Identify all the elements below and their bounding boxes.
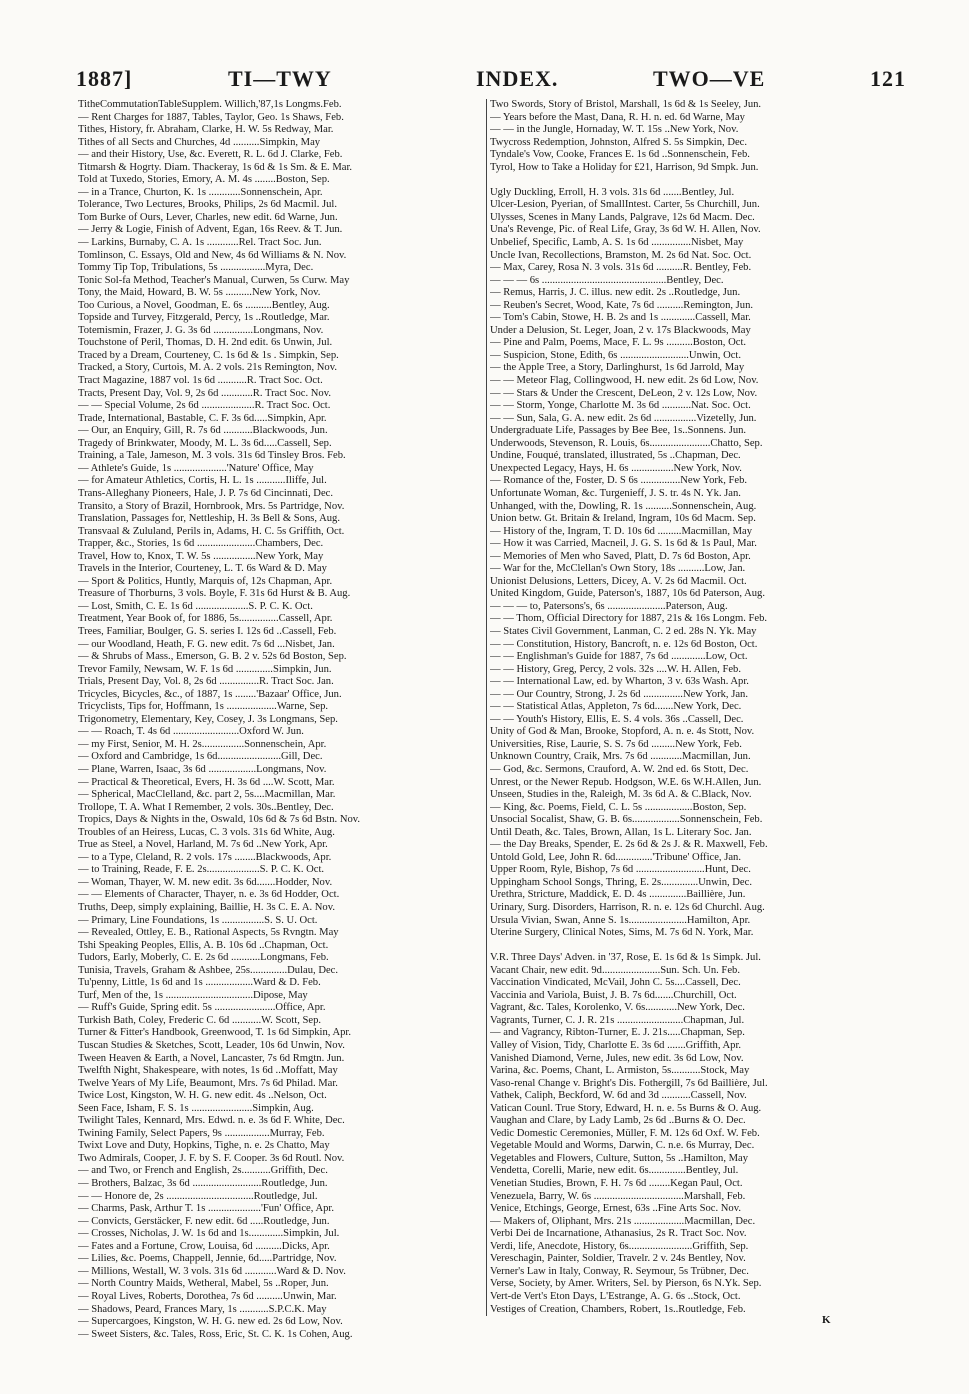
index-entry: Ulysses, Scenes in Many Lands, Palgrave, 12s 6d Macm. Dec.: [490, 211, 755, 223]
index-entry: — Woman, Thayer, W. M. new edit. 3s 6d.......Hodder, Nov.: [78, 876, 333, 888]
index-entry: Union betw. Gt. Britain & Ireland, Ingram, 10s 6d Macm. Sep.: [490, 513, 756, 525]
index-entry: Told at Tuxedo, Stories, Emory, A. M. 4s ........Boston, Sep.: [78, 174, 330, 186]
index-entry: — — Thom, Official Directory for 1887, 21s & 16s Longm. Feb.: [490, 613, 768, 625]
index-entry: Tshi Speaking Peoples, Ellis, A. B. 10s 6d ..Chapman, Oct.: [78, 939, 329, 951]
index-entry: Tunisia, Travels, Graham & Ashbee, 25s..............Dulau, Dec.: [78, 964, 339, 976]
index-entry: Tommy Tip Top, Tribulations, 5s .................Myra, Dec.: [78, 262, 314, 274]
index-entry: Vatican Counl. True Story, Edward, H. n. e. 5s Burns & O. Aug.: [490, 1102, 762, 1114]
index-entry: — Primary, Line Foundations, 1s ................S. S. U. Oct.: [78, 914, 318, 926]
index-entry: Tween Heaven & Earth, a Novel, Lancaster, 7s 6d Rmgtn. Jun.: [78, 1052, 345, 1064]
index-entry: Uncle Ivan, Recollections, Bramston, M. 2s 6d Nat. Soc. Oct.: [490, 249, 752, 261]
header-year: 1887]: [76, 66, 133, 91]
index-entry: Verdi, life, Anecdote, History, 6s........................Griffith, Sep.: [490, 1240, 749, 1252]
index-entry: — Pine and Palm, Poems, Mace, F. L. 9s ..........Boston, Oct.: [490, 337, 747, 349]
index-entry: Unfortunate Woman, &c. Turgenieff, J. S. tr. 4s N. Yk. Jan.: [490, 487, 741, 499]
index-entry: — Convicts, Gerstäcker, F. new edit. 6d .....Routledge, Jun.: [78, 1215, 330, 1227]
index-entry: — — Roach, T. 4s 6d .........................Oxford W. Jun.: [78, 726, 304, 738]
index-entry: Vaccinia and Variola, Buist, J. B. 7s 6d.......Churchill, Oct.: [490, 989, 737, 1001]
index-entry: Twelve Years of My Life, Beaumont, Mrs. 7s 6d Philad. Mar.: [78, 1077, 338, 1089]
index-entry: Turf, Men of the, 1s .................................Dipose, May: [78, 989, 308, 1001]
index-entry: Vaso-renal Change v. Bright's Dis. Fothergill, 7s 6d Baillière, Jul.: [490, 1077, 768, 1089]
index-entry: Turkish Bath, Coley, Frederic C. 6d ...........W. Scott, Sep.: [78, 1014, 322, 1026]
index-entry: Trials, Present Day, Vol. 8, 2s 6d ...............R. Tract Soc. Jan.: [78, 676, 334, 688]
index-entry: Unity of God & Man, Brooke, Stopford, A. n. e. 4s Stott, Nov.: [490, 726, 755, 738]
index-entry: — Lilies, &c. Poems, Chappell, Jennie, 6d.....Partridge, Nov.: [78, 1253, 337, 1265]
index-entry: Vendetta, Corelli, Marie, new edit. 6s..............Bentley, Jul.: [490, 1165, 739, 1177]
index-entry: Twining Family, Select Papers, 9s .................Murray, Feb.: [78, 1127, 325, 1139]
index-entry: — — Our Country, Strong, J. 2s 6d ...............New York, Jan.: [490, 688, 748, 700]
index-entry: Trollope, T. A. What I Remember, 2 vols. 30s..Bentley, Dec.: [78, 801, 334, 813]
index-entry: Ugly Duckling, Erroll, H. 3 vols. 31s 6d .......Bentley, Jul.: [490, 186, 735, 198]
index-entry: — Ruff's Guide, Spring edit. 5s .......................Office, Apr.: [78, 1002, 326, 1014]
index-entry: — King, &c. Poems, Field, C. L. 5s ..................Boston, Sep.: [490, 801, 747, 813]
index-entry: Twelfth Night, Shakespeare, with notes, 1s 6d ..Moffatt, May: [78, 1065, 338, 1077]
index-entry: Traced by a Dream, Courteney, C. 1s 6d & 1s . Simpkin, Sep.: [78, 349, 339, 361]
index-block-v: [490, 952, 906, 1316]
index-entry: Venezuela, Barry, W. 6s ..................................Marshall, Feb.: [490, 1190, 746, 1202]
index-entry: — — History, Greg, Percy, 2 vols. 32s ....W. H. Allen, Feb.: [490, 663, 741, 675]
index-entry: Vanished Diamond, Verne, Jules, new edit. 3s 6d Low, Nov.: [490, 1052, 744, 1064]
index-entry: Topside and Turvey, Fitzgerald, Percy, 1s ..Routledge, Mar.: [78, 312, 330, 324]
index-entry: — — — to, Patersons's, 6s ......................Paterson, Aug.: [490, 600, 728, 612]
index-entry: Vaughan and Clare, by Lady Lamb, 2s 6d ..Burns & O. Dec.: [490, 1115, 746, 1127]
index-entry: Tu'penny, Little, 1s 6d and 1s ..................Ward & D. Feb.: [78, 977, 321, 989]
index-entry: — in a Trance, Churton, K. 1s ............Sonnenschein, Apr.: [78, 186, 323, 198]
index-entry: — History of the, Ingram, T. D. 10s 6d .........Macmillan, May: [490, 525, 753, 537]
index-entry: Vaccination Vindicated, McVail, John C. 5s....Cassell, Dec.: [490, 977, 741, 989]
index-entry: — — Elements of Character, Thayer, n. e. 3s 6d Hodder, Oct.: [78, 889, 340, 901]
index-entry: Tudors, Early, Moberly, C. E. 2s 6d ...........Longmans, Feb.: [78, 952, 329, 964]
index-entry: — Oxford and Cambridge, 1s 6d........................Gill, Dec.: [78, 751, 323, 763]
index-entry: Translation, Passages for, Nettleship, H. 3s Bell & Sons, Aug.: [78, 513, 340, 525]
index-entry: Trees, Familiar, Boulger, G. S. series I. 12s 6d ..Cassell, Feb.: [78, 625, 337, 637]
index-entry: Tom Burke of Ours, Lever, Charles, new edit. 6d Warne, Jun.: [78, 211, 338, 223]
index-entry: Vegetables and Flowers, Culture, Sutton, 5s ..Hamilton, May: [490, 1152, 749, 1164]
index-entry: Tithes of all Sects and Churches, 4d ..........Simpkin, May: [78, 136, 321, 148]
index-entry: Untold Gold, Lee, John R. 6d..............'Tribune' Office, Jan.: [490, 851, 741, 863]
page-header: [76, 66, 906, 96]
index-entry: Vert-de Vert's Eton Days, L'Estrange, A. G. 6s ..Stock, Oct.: [490, 1290, 741, 1302]
index-entry: Trade, International, Bastable, C. F. 3s 6d.....Simpkin, Apr.: [78, 412, 327, 424]
index-entry: — Memories of Men who Saved, Platt, D. 7s 6d Boston, Apr.: [490, 550, 751, 562]
index-entry: Tricycles, Bicycles, &c., of 1887, 1s ........'Bazaar' Office, Jun.: [78, 688, 342, 700]
index-entry: Verbi Dei de Incarnatione, Athanasius, 2s R. Tract Soc. Nov.: [490, 1228, 747, 1240]
index-entry: — Millions, Westall, W. 3 vols. 31s 6d ............Ward & D. Nov.: [78, 1265, 346, 1277]
index-entry: — Athlete's Guide, 1s ....................'Nature' Office, May: [78, 462, 314, 474]
index-entry: Urethra, Stricture, Maddick, E. D. 4s ..............Baillière, Jun.: [490, 889, 746, 901]
index-entry: Vacant Chair, new edit. 9d......................Sun. Sch. Un. Feb.: [490, 964, 740, 976]
index-entry: Seen Face, Isham, F. S. 1s .......................Simpkin, Aug.: [78, 1102, 314, 1114]
index-block-u: [490, 187, 906, 940]
index-entry: — — Meteor Flag, Collingwood, H. new edit. 2s 6d Low, Nov.: [490, 375, 759, 387]
index-entry: — Supercargoes, Kingston, W. H. G. new ed. 2s 6d Low, Nov.: [78, 1316, 343, 1328]
index-entry: Unrest, or the Newer Repub. Hodgson, W.E. 6s W.H.Allen, Jun.: [490, 776, 762, 788]
index-entry: Touchstone of Peril, Thomas, D. H. 2nd edit. 6s Unwin, Jul.: [78, 337, 333, 349]
index-entry: — — International Law, ed. by Wharton, 3 v. 63s Wash. Apr.: [490, 676, 749, 688]
index-entry: — Fates and a Fortune, Crow, Louisa, 6d ..........Dicks, Apr.: [78, 1240, 330, 1252]
header-title: INDEX.: [476, 66, 559, 91]
index-entry: — Sweet Sisters, &c. Tales, Ross, Eric, St. C. K. 1s Cohen, Aug.: [78, 1328, 353, 1340]
index-entry: Verse, Society, by Amer. Writers, Sel. by Pierson, 6s N.Yk. Sep.: [490, 1278, 762, 1290]
index-entry: Too Curious, a Novel, Goodman, E. 6s ..........Bentley, Aug.: [78, 299, 330, 311]
index-entry: Tony, the Maid, Howard, B. W. 5s ..........New York, Nov.: [78, 287, 321, 299]
index-entry: Twice Lost, Kingston, W. H. G. new edit. 4s ..Nelson, Oct.: [78, 1090, 327, 1102]
index-entry: Tolerance, Two Lectures, Brooks, Philips, 2s 6d Macmil. Jul.: [78, 199, 338, 211]
index-entry: Turner & Fitter's Handbook, Greenwood, T. 1s 6d Simpkin, Apr.: [78, 1027, 352, 1039]
index-entry: — Lost, Smith, C. E. 1s 6d ....................S. P. C. K. Oct.: [78, 600, 313, 612]
signature-mark: K: [822, 1314, 831, 1326]
index-entry: Unsocial Socalist, Shaw, G. B. 6s..................Sonnenschein, Feb.: [490, 814, 763, 826]
index-entry: Universities, Rise, Laurie, S. S. 7s 6d .........New York, Feb.: [490, 738, 742, 750]
index-entry: Twilight Tales, Kennard, Mrs. Edwd. n. e. 3s 6d F. White, Dec.: [78, 1115, 345, 1127]
index-entry: — Romance of the, Foster, D. S 6s ...............New York, Feb.: [490, 475, 748, 487]
index-entry: — — Special Volume, 2s 6d ....................R. Tract Soc. Oct.: [78, 400, 331, 412]
index-entry: — the Day Breaks, Spender, E. 2s 6d & 2s J. & R. Maxwell, Feb.: [490, 839, 768, 851]
block-gap: [490, 174, 906, 187]
index-entry: Treatment, Year Book of, for 1886, 5s...............Cassell, Apr.: [78, 613, 333, 625]
index-entry: Totemismin, Frazer, J. G. 3s 6d ...............Longmans, Nov.: [78, 324, 324, 336]
index-entry: Tropics, Days & Nights in the, Oswald, 10s 6d & 7s 6d Bstn. Nov.: [78, 814, 361, 826]
index-entry: Titmarsh & Hogrty. Diam. Thackeray, 1s 6d & 1s Sm. & E. Mar.: [78, 161, 353, 173]
index-entry: — — Sun, Sala, G. A. new edit. 2s 6d ................Vizetelly, Jun.: [490, 412, 757, 424]
index-entry: — Brothers, Balzac, 3s 6d ..........................Routledge, Jun.: [78, 1178, 328, 1190]
index-entry: Unbelief, Specific, Lamb, A. S. 1s 6d ...............Nisbet, May: [490, 237, 744, 249]
header-right-range: TWO—VE: [653, 66, 766, 91]
right-index-column: [486, 99, 906, 1316]
index-entry: — — Stars & Under the Crescent, DeLeon, 2 v. 12s Low, Nov.: [490, 387, 758, 399]
index-entry: — Sport & Politics, Huntly, Marquis of, 12s Chapman, Apr.: [78, 575, 333, 587]
index-entry: Unionist Delusions, Letters, Dicey, A. V. 2s 6d Macmil. Oct.: [490, 575, 747, 587]
index-entry: — the Apple Tree, a Story, Darlinghurst, 1s 6d Jarrold, May: [490, 362, 745, 374]
index-entry: — North Country Maids, Wetheral, Mabel, 5s ..Roper, Jun.: [78, 1278, 329, 1290]
index-entry: Valley of Vision, Tidy, Charlotte E. 3s 6d .......Griffith, Apr.: [490, 1040, 742, 1052]
index-entry: — — in the Jungle, Hornaday, W. T. 15s ..New York, Nov.: [490, 124, 739, 136]
index-entry: Trigonometry, Elementary, Key, Cosey, J. 3s Longmans, Sep.: [78, 713, 338, 725]
index-entry: Urinary, Surg. Disorders, Harrison, R. n. e. 12s 6d Churchl. Aug.: [490, 902, 765, 913]
index-entry: Tonic Sol-fa Method, Teacher's Manual, Curwen, 5s Curw. May: [78, 274, 350, 286]
index-entry: Vestiges of Creation, Chambers, Robert, 1s..Routledge, Feb.: [490, 1303, 746, 1315]
index-entry: — Jerry & Logie, Finish of Advent, Egan, 16s Reev. & T. Jun.: [78, 224, 343, 236]
index-entry: — — Statistical Atlas, Appleton, 7s 6d.......New York, Dec.: [490, 701, 742, 713]
index-entry: — Plane, Warren, Isaac, 3s 6d ..................Longmans, Nov.: [78, 763, 327, 775]
index-entry: Two Admirals, Cooper, J. F. by S. F. Cooper. 3s 6d Routl. Nov.: [78, 1152, 345, 1164]
index-entry: — and Two, or French and English, 2s...........Griffith, Dec.: [78, 1165, 328, 1177]
index-entry: Unseen, Studies in the, Raleigh, M. 3s 6d A. & C.Black, Nov.: [490, 789, 752, 801]
index-entry: — Remus, Harris, J. C. illus. new edit. 2s ..Routledge, Jun.: [490, 287, 741, 299]
index-entry: — Practical & Theoretical, Evers, H. 3s 6d ....W. Scott, Mar.: [78, 776, 335, 788]
index-entry: — Max, Carey, Rosa N. 3 vols. 31s 6d ..........R. Bentley, Feb.: [490, 262, 752, 274]
index-entry: — Shadows, Peard, Frances Mary, 1s ...........S.P.C.K. May: [78, 1303, 327, 1315]
index-entry: Vereschagin, Painter, Soldier, Travelr. 2 v. 24s Bentley, Nov.: [490, 1253, 746, 1265]
index-entry: Tomlinson, C. Essays, Old and New, 4s 6d Williams & N. Nov.: [78, 249, 347, 261]
index-entry: Unexpected Legacy, Hays, H. 6s ................New York, Nov.: [490, 462, 742, 474]
index-entry: Trans-Alleghany Pioneers, Hale, J. P. 7s 6d Cincinnati, Dec.: [78, 487, 334, 499]
index-entry: — Crosses, Nicholas, J. W. 1s 6d and 1s.............Simpkin, Jul.: [78, 1228, 340, 1240]
index-entry: — Revealed, Ottley, E. B., Rational Aspects, 5s Rvngtn. May: [78, 927, 339, 939]
index-entry: — How it was Carried, Macneil, J. G. S. 1s 6d & 1s Paul, Mar.: [490, 538, 757, 550]
index-entry: Vagrants, Turner, C. J. R. 21s .........................Chapman, Jul.: [490, 1014, 745, 1026]
index-entry: — my First, Senior, M. H. 2s................Sonnenschein, Apr.: [78, 738, 327, 750]
index-entry: United Kingdom, Guide, Paterson's, 1887, 10s 6d Paterson, Aug.: [490, 588, 765, 600]
index-entry: — Rent Charges for 1887, Tables, Taylor, Geo. 1s Shaws, Feb.: [78, 111, 344, 123]
index-entry: Venetian Studies, Brown, F. H. 7s 6d ........Kegan Paul, Oct.: [490, 1178, 743, 1190]
index-entry: Ulcer-Lesion, Pyerian, of SmallIntest. Carter, 5s Churchill, Jun.: [490, 199, 760, 211]
index-entry: — — — 6s ...............................................Bentley, Dec.: [490, 274, 724, 286]
index-entry: Twixt Love and Duty, Hopkins, Tighe, n. e. 2s Chatto, May: [78, 1140, 330, 1152]
left-index-column: [78, 99, 486, 1341]
index-entry: — Years before the Mast, Dana, R. H. n. ed. 6d Warne, May: [490, 111, 745, 123]
index-entry: Venice, Etchings, George, Ernest, 63s ..Fine Arts Soc. Nov.: [490, 1203, 741, 1215]
index-entry: — Suspicion, Stone, Edith, 6s ..........................Unwin, Oct.: [490, 349, 742, 361]
index-entry: Truths, Deep, simply explaining, Baillie, H. 3s C. E. A. Nov.: [78, 902, 335, 913]
block-gap: [490, 940, 906, 953]
index-entry: — Spherical, MacClelland, &c. part 2, 5s....Macmillan, Mar.: [78, 789, 336, 801]
index-entry: Two Swords, Story of Bristol, Marshall, 1s 6d & 1s Seeley, Jun.: [490, 99, 762, 110]
index-entry: Uppingham School Songs, Thring, E. 2s..............Unwin, Dec.: [490, 876, 752, 888]
index-entry: Trapper, &c., Stories, 1s 6d ......................Chambers, Dec.: [78, 538, 324, 550]
index-entry: Tyndale's Vow, Cooke, Frances E. 1s 6d ..Sonnenschein, Feb.: [490, 149, 750, 161]
index-entry: Tracts, Present Day, Vol. 9, 2s 6d ............R. Tract Soc. Nov.: [78, 387, 331, 399]
index-entry: True as Steel, a Novel, Harland, M. 7s 6d ..New York, Apr.: [78, 839, 328, 851]
index-entry: — War for the, McClellan's Own Story, 18s ..........Low, Jan.: [490, 563, 746, 575]
index-entry: Ursula Vivian, Swan, Anne S. 1s......................Hamilton, Apr.: [490, 914, 751, 926]
index-entry: Unhanged, with the, Dowling, R. 1s ..........Sonnenschein, Aug.: [490, 500, 757, 512]
index-entry: Undine, Fouqué, translated, illustrated, 5s ..Chapman, Dec.: [490, 450, 741, 462]
index-entry: — Royal Lives, Roberts, Dorothea, 7s 6d ..........Unwin, Mar.: [78, 1290, 337, 1302]
index-entry: — & Shrubs of Mass., Emerson, G. B. 2 v. 52s 6d Boston, Sep.: [78, 651, 347, 663]
index-entry: Tricyclists, Tips for, Hoffmann, 1s ...................Warne, Sep.: [78, 701, 329, 713]
index-entry: Vegetable Mould and Worms, Darwin, C. n.e. 6s Murray, Dec.: [490, 1140, 755, 1152]
index-entry: — — Storm, Yonge, Charlotte M. 3s 6d ...........Nat. Soc. Oct.: [490, 400, 751, 412]
index-entry: Upper Room, Ryle, Bishop, 7s 6d ..........................Hunt, Dec.: [490, 864, 751, 876]
index-entry: Trevor Family, Newsam, W. F. 1s 6d ..............Simpkin, Jun.: [78, 663, 332, 675]
index-entry: — — Honore de, 2s .................................Routledge, Jul.: [78, 1190, 318, 1202]
index-entry: Twycross Redemption, Johnston, Alfred S. 5s Simpkin, Dec.: [490, 136, 748, 148]
index-entry: — Our, an Enquiry, Gill, R. 7s 6d ...........Blackwoods, Jun.: [78, 425, 328, 437]
index-entry: Tract Magazine, 1887 vol. 1s 6d ...........R. Tract Soc. Oct.: [78, 375, 323, 387]
index-entry: Tuscan Studies & Sketches, Scott, Leader, 10s 6d Unwin, Nov.: [78, 1040, 345, 1052]
index-entry: — Tom's Cabin, Stowe, H. B. 2s and 1s .............Cassell, Mar.: [490, 312, 751, 324]
index-entry: Training, a Tale, Jameson, M. 3 vols. 31s 6d Tinsley Bros. Feb.: [78, 450, 346, 462]
index-entry: Treasure of Thorburns, 3 vols. Boyle, F. 31s 6d Hurst & B. Aug.: [78, 588, 351, 600]
index-entry: Travel, How to, Knox, T. W. 5s ................New York, May: [78, 550, 324, 562]
index-entry: Varina, &c. Poems, Chant, L. Armiston, 5s...........Stock, May: [490, 1065, 750, 1077]
index-entry: Until Death, &c. Tales, Brown, Allan, 1s L. Literary Soc. Jan.: [490, 826, 752, 838]
index-entry: Transito, a Story of Brazil, Hornbrook, Mrs. 5s Partridge, Nov.: [78, 500, 345, 512]
index-entry: — Makers of, Oliphant, Mrs. 21s ...................Macmillan, Dec.: [490, 1215, 756, 1227]
page-number: 121: [870, 66, 906, 91]
index-entry: — for Amateur Athletics, Cortis, H. L. 1s ...........Iliffe, Jul.: [78, 475, 327, 487]
index-entry: — God, &c. Sermons, Crauford, A. W. 2nd ed. 6s Stott, Dec.: [490, 763, 749, 775]
index-entry: Undergraduate Life, Passages by Bee Bee, 1s..Sonnens. Jun.: [490, 425, 747, 437]
index-entry: — and their History, Use, &c. Everett, R. L. 6d J. Clarke, Feb.: [78, 149, 343, 161]
index-entry: Unknown Country, Craik, Mrs. 7s 6d ............Macmillan, Jun.: [490, 751, 751, 763]
index-entry: Vedic Domestic Ceremonies, Müller, F. M. 12s 6d Oxf. W. Feb.: [490, 1127, 760, 1139]
index-entry: Vagrant, &c. Tales, Korolenko, V. 6s............New York, Dec.: [490, 1002, 745, 1014]
index-entry: — to a Type, Cleland, R. 2 vols. 17s ........Blackwoods, Apr.: [78, 851, 332, 863]
index-entry: Under a Delusion, St. Leger, Joan, 2 v. 17s Blackwoods, May: [490, 324, 751, 336]
index-entry: V.R. Three Days' Adven. in '37, Rose, E. 1s 6d & 1s Simpk. Jul.: [490, 952, 761, 964]
index-entry: Tyrol, How to Take a Holiday for £21, Harrison, 9d Smpk. Jun.: [490, 161, 759, 173]
index-entry: Troubles of an Heiress, Lucas, C. 3 vols. 31s 6d White, Aug.: [78, 826, 335, 838]
index-entry: TitheCommutationTableSupplem. Willich,'87,1s Longms.Feb.: [78, 99, 342, 110]
index-entry: — States Civil Government, Lanman, C. 2 ed. 28s N. Yk. May: [490, 625, 757, 637]
index-entry: — Larkins, Burnaby, C. A. 1s ............Rel. Tract Soc. Jun.: [78, 237, 322, 249]
index-entry: — — Youth's History, Ellis, E. S. 4 vols. 36s ..Cassell, Dec.: [490, 713, 744, 725]
index-entry: — our Woodland, Heath, F. G. new edit. 7s 6d ...Nisbet, Jan.: [78, 638, 335, 650]
index-entry: Underwoods, Stevenson, R. Louis, 6s.......................Chatto, Sep.: [490, 437, 763, 449]
index-entry: — — Englishman's Guide for 1887, 7s 6d .............Low, Oct.: [490, 651, 748, 663]
index-entry: Transvaal & Zululand, Perils in, Adams, H. C. 5s Griffith, Oct.: [78, 525, 345, 537]
index-entry: Travels in the Interior, Courteney, L. T. 6s Ward & D. May: [78, 563, 327, 575]
index-entry: Tracked, a Story, Curtois, M. A. 2 vols. 21s Remington, Nov.: [78, 362, 337, 374]
index-entry: — to Training, Reade, F. E. 2s....................S. P. C. K. Oct.: [78, 864, 325, 876]
index-entry: Una's Revenge, Pic. of Real Life, Gray, 3s 6d W. H. Allen, Nov.: [490, 224, 761, 236]
index-entry: Tithes, History, fr. Abraham, Clarke, H. W. 5s Redway, Mar.: [78, 124, 334, 136]
index-entry: — — Constitution, History, Bancroft, n. e. 12s 6d Boston, Oct.: [490, 638, 758, 650]
index-entry: — and Vagrancy, Ribton-Turner, E. J. 21s.....Chapman, Sep.: [490, 1027, 745, 1039]
index-entry: Tragedy of Brinkwater, Moody, M. L. 3s 6d.....Cassell, Sep.: [78, 437, 332, 449]
index-entry: Uterine Surgery, Clinical Notes, Sims, M. 7s 6d N. York, Mar.: [490, 927, 754, 939]
index-entry: Verner's Law in Italy, Conway, R. Seymour, 5s Trübner, Dec.: [490, 1265, 749, 1277]
header-left-range: TI—TWY: [228, 66, 332, 91]
index-entry: — Reuben's Secret, Wood, Kate, 7s 6d ..........Remington, Jun.: [490, 299, 754, 311]
index-block-two: [490, 99, 906, 174]
index-entry: Vathek, Caliph, Beckford, W. 6d and 3d ...........Cassell, Nov.: [490, 1090, 747, 1102]
index-entry: — Charms, Pask, Arthur T. 1s ....................'Fun' Office, Apr.: [78, 1203, 335, 1215]
